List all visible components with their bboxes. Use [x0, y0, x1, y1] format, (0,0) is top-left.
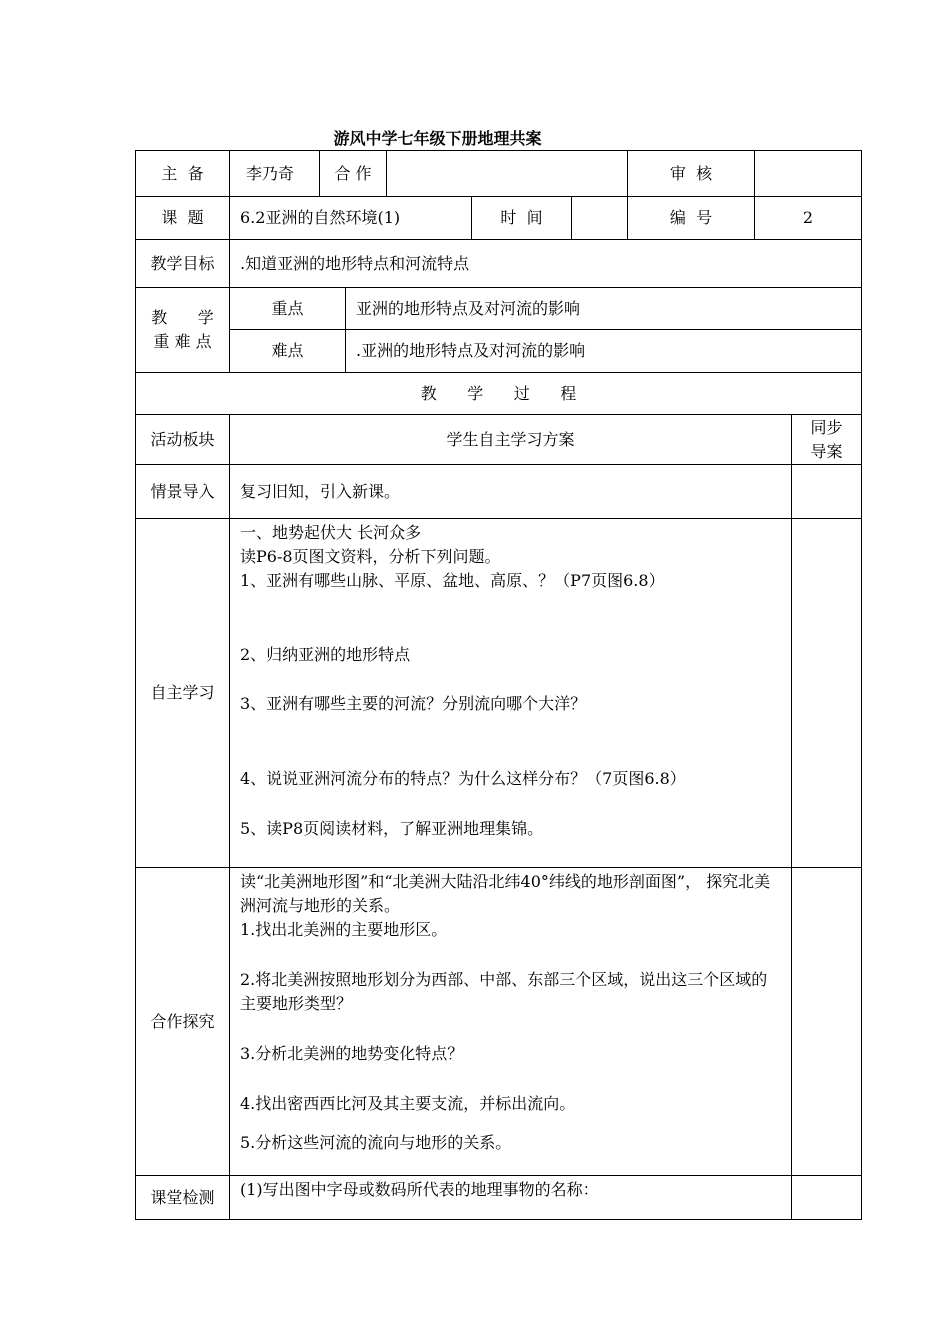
hard-point-value: .亚洲的地形特点及对河流的影响 [345, 329, 862, 373]
guide-column-header [791, 414, 862, 465]
process-title: 教 学 过 程 [135, 372, 862, 415]
hezuo-label: 合 作 [319, 150, 387, 197]
self-study-line: 读P6-8页图文资料，分析下列问题。 [240, 547, 501, 566]
plan-column-header: 学生自主学习方案 [229, 414, 792, 465]
cooperate-line: 4.找出密西西比河及其主要支流，并标出流向。 [240, 1094, 576, 1113]
check-text: (1)写出图中字母或数码所代表的地理事物的名称： [229, 1175, 792, 1220]
page-title: 游风中学七年级下册地理共案 [333, 129, 542, 148]
shenhe-value [754, 150, 862, 197]
activity-column-header: 活动板块 [135, 414, 230, 465]
self-study-guide [791, 518, 862, 868]
cooperate-line: 1.找出北美洲的主要地形区。 [240, 920, 448, 939]
guide-header-line1: 同步 [810, 417, 843, 437]
check-label: 课堂检测 [135, 1175, 230, 1220]
intro-text: 复习旧知，引入新课。 [229, 464, 792, 519]
shijian-label: 时 间 [471, 196, 572, 240]
cooperate-guide [791, 867, 862, 1176]
cooperate-line: 2.将北美洲按照地形划分为西部、中部、东部三个区域，说出这三个区域的主要地形类型？ [240, 970, 768, 1013]
self-study-line: 1、亚洲有哪些山脉、平原、盆地、高原、？（P7页图6.8） [240, 571, 665, 590]
key-point-label: 重点 [229, 287, 346, 330]
cooperate-line: 5.分析这些河流的流向与地形的关系。 [240, 1133, 512, 1152]
difficulty-label-line1: 教 学 [151, 308, 214, 327]
goal-label: 教学目标 [135, 239, 230, 288]
zhubei-value: 李乃奇 [229, 150, 320, 197]
self-study-content [229, 518, 792, 868]
self-study-line: 3、亚洲有哪些主要的河流？分别流向哪个大洋？ [240, 694, 587, 713]
bianhao-value: 2 [754, 196, 862, 240]
zhubei-label: 主 备 [135, 150, 230, 197]
self-study-label: 自主学习 [135, 518, 230, 868]
key-point-value: 亚洲的地形特点及对河流的影响 [345, 287, 862, 330]
self-study-line: 2、归纳亚洲的地形特点 [240, 645, 411, 664]
check-guide [791, 1175, 862, 1220]
difficulty-label [135, 287, 230, 373]
self-study-line: 一、地势起伏大 长河众多 [240, 523, 422, 542]
intro-guide [791, 464, 862, 519]
self-study-line: 4、说说亚洲河流分布的特点？为什么这样分布？（7页图6.8） [240, 769, 686, 788]
difficulty-label-line2: 重 难 点 [153, 332, 212, 351]
shenhe-label: 审 核 [627, 150, 755, 197]
bianhao-label: 编 号 [627, 196, 755, 240]
hard-point-label: 难点 [229, 329, 346, 373]
keti-value: 6.2亚洲的自然环境(1) [229, 196, 472, 240]
cooperate-content [229, 867, 792, 1176]
guide-header-line2: 导案 [810, 441, 843, 461]
cooperate-line: 3.分析北美洲的地势变化特点？ [240, 1044, 464, 1063]
cooperate-label: 合作探究 [135, 867, 230, 1176]
hezuo-value [386, 150, 628, 197]
cooperate-line: 读“北美洲地形图”和“北美洲大陆沿北纬40°纬线的地形剖面图”， 探究北美洲河流与地形的关系。 [240, 872, 771, 915]
shijian-value [571, 196, 628, 240]
intro-label: 情景导入 [135, 464, 230, 519]
self-study-line: 5、读P8页阅读材料，了解亚洲地理集锦。 [240, 819, 544, 838]
goal-value: .知道亚洲的地形特点和河流特点 [229, 239, 862, 288]
keti-label: 课 题 [135, 196, 230, 240]
